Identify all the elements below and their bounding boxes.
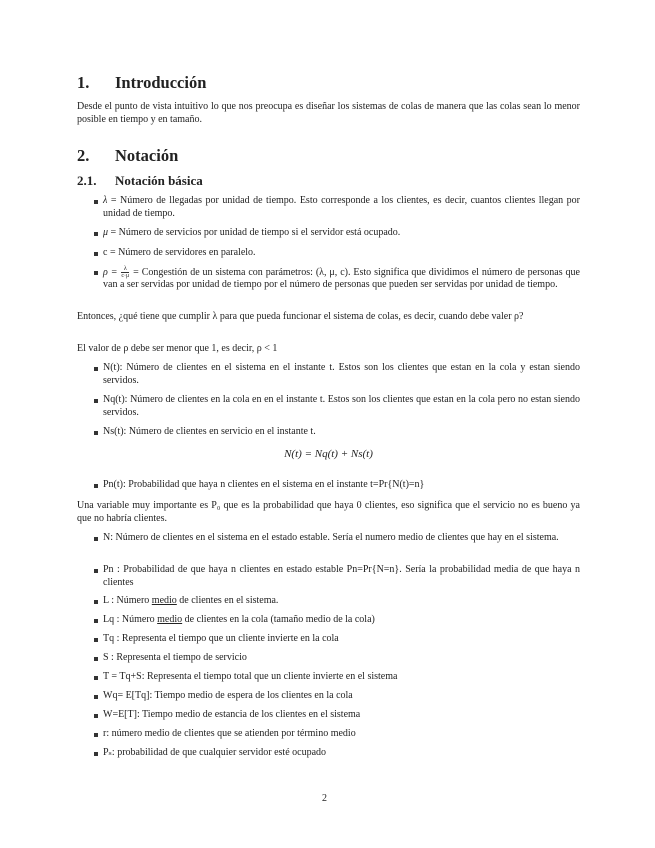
list-item [103, 362, 580, 387]
list-item [103, 195, 580, 220]
list-item [103, 709, 580, 722]
bullet-icon [94, 600, 98, 604]
list-item [103, 614, 580, 627]
list-item [103, 747, 580, 760]
bullet-icon [94, 569, 98, 573]
bullet-icon [94, 657, 98, 661]
item-text: Pₛ: probabilidad de que cualquier servidor esté ocupado [103, 747, 327, 758]
subsection-heading-notacion-basica [77, 173, 203, 189]
item-text: Wq= E[Tq]: Tiempo medio de espera de los clientes en la cola [103, 690, 353, 701]
bullet-icon [94, 619, 98, 623]
item-text: L : Número [103, 595, 152, 606]
bullet-icon [94, 252, 98, 256]
question-paragraph: Entonces, ¿qué tiene que cumplir λ para que pueda funcionar el sistema de colas, es decir, cuando debe valer ρ? [77, 311, 524, 322]
bullet-icon [94, 399, 98, 403]
equation [77, 448, 580, 460]
math-symbol: λ [103, 195, 108, 206]
item-text: S : Representa el tiempo de servicio [103, 652, 247, 663]
item-text: = Número de servicios por unidad de tiempo si el servidor está ocupado. [108, 227, 401, 238]
item-text: de clientes en la cola (tamaño medio de la cola) [182, 614, 375, 625]
bullet-icon [94, 695, 98, 699]
section-number: 1. [77, 73, 90, 92]
list-item [103, 227, 580, 240]
bullet-icon [94, 676, 98, 680]
list-item [103, 532, 580, 545]
section-title: Introducción [115, 73, 207, 92]
bullet-icon [94, 537, 98, 541]
bullet-icon [94, 638, 98, 642]
bullet-icon [94, 752, 98, 756]
fraction-denominator: c·μ [121, 273, 130, 279]
list-item [103, 564, 580, 589]
list-item [103, 690, 580, 703]
item-text: Tq : Representa el tiempo que un cliente invierte en la cola [103, 633, 339, 644]
list-item [103, 652, 580, 665]
item-text: = Número de servidores en paralelo. [107, 247, 256, 258]
bullet-icon [94, 714, 98, 718]
item-text: N(t): Número de clientes en el sistema en el instante t. Estos son los clientes que estan en la cola y estan siendo servidos. [103, 362, 580, 386]
item-text: Nq(t): Número de clientes en la cola en en el instante t. Estos son los clientes que estan en la cola pero no estan siendo servidos. [103, 394, 580, 418]
item-text: Ns(t): Número de clientes en servicio en el instante t. [103, 426, 316, 437]
section-heading-introduccion [77, 73, 206, 93]
bullet-icon [94, 271, 98, 275]
p0-paragraph: Una variable muy importante es P₀ que es la probabilidad que haya 0 clientes, eso significa que el servicio no es bueno ya que no habría clientes. [77, 500, 580, 524]
page-number: 2 [322, 793, 327, 804]
item-text: Pn : Probabilidad de que haya n clientes en estado estable Pn=Pr{N=n}. Sería la probabilidad media de que haya n clientes [103, 564, 580, 588]
math-symbol: c [103, 247, 108, 258]
list-item [103, 728, 580, 741]
underlined-word: medio [157, 614, 183, 625]
list-item [103, 394, 580, 419]
subsection-title: Notación básica [115, 173, 203, 188]
intro-paragraph: Desde el punto de vista intuitivo lo que nos preocupa es diseñar los sistemas de colas de manera que las colas sean lo menor posible en tiempo y en tamaño. [77, 101, 580, 125]
list-item [103, 671, 580, 684]
answer-paragraph: El valor de ρ debe ser menor que 1, es decir, ρ < 1 [77, 343, 278, 354]
list-item [103, 247, 580, 260]
item-text: r: número medio de clientes que se atienden por término medio [103, 728, 356, 739]
item-text: = Congestión de un sistema con parámetros: (λ, μ, c). Esto significa que dividimos el número de personas que van a ser servidas por unidad de tiempo por el número de personas que pueden ser servidas por unidad de tiempo. [103, 266, 580, 291]
math-symbol: μ [103, 227, 109, 238]
item-text: Pn(t): Probabilidad que haya n clientes en el sistema en el instante t=Pr{N(t)=n} [103, 479, 425, 490]
item-text: T = Tq+S: Representa el tiempo total que un cliente invierte en el sistema [103, 671, 398, 682]
fraction-numerator: λ [123, 266, 127, 272]
list-item [103, 479, 580, 492]
item-text: Lq : Número [103, 614, 158, 625]
underlined-word: medio [151, 595, 177, 606]
section-title: Notación [115, 146, 179, 165]
equation-text: N(t) = Nq(t) + Ns(t) [284, 448, 373, 460]
item-text: = Número de llegadas por unidad de tiempo. Esto corresponde a los clientes, es decir, cuantos clientes llegan por unidad de tiempo. [103, 195, 580, 219]
bullet-icon [94, 367, 98, 371]
bullet-icon [94, 484, 98, 488]
bullet-icon [94, 232, 98, 236]
section-number: 2. [77, 146, 90, 165]
list-item [103, 266, 580, 292]
section-heading-notacion [77, 146, 178, 166]
subsection-number: 2.1. [77, 173, 97, 188]
item-text: N: Número de clientes en el sistema en el estado estable. Sería el numero medio de clientes que hay en el sistema. [103, 532, 559, 543]
fraction [121, 266, 129, 279]
list-item [103, 595, 580, 608]
bullet-icon [94, 200, 98, 204]
bullet-icon [94, 431, 98, 435]
item-text: W=E[T]: Tiempo medio de estancia de los clientes en el sistema [103, 709, 361, 720]
item-text: de clientes en el sistema. [176, 595, 279, 606]
list-item [103, 633, 580, 646]
math-symbol: ρ = [103, 266, 121, 278]
list-item [103, 426, 580, 439]
bullet-icon [94, 733, 98, 737]
